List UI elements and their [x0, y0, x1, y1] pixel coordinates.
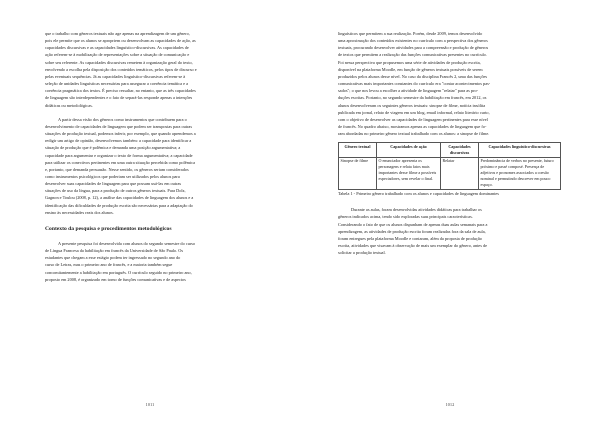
- left-text-column: [45, 30, 267, 283]
- text-line: e, portanto, que demanda persuasão. Nesse sentido, os gêneros seriam considerados: [45, 166, 189, 172]
- text-line: Durante as aulas, foram desenvolvidas atividades didáticas para trabalhar os: [351, 207, 482, 213]
- text-line: de Língua Francesa da habilitação em francês da Universidade de São Paulo. Os: [45, 248, 184, 254]
- text-line: Foi nessa perspectiva que propusemos uma série de atividades de produção escrita,: [338, 59, 481, 65]
- text-line: textuais, procurando desenvolver atividades para a compreensão e produção de gêneros: [338, 45, 489, 51]
- text-line: ram abordadas no primeiro gênero textual trabalhado com os alunos: a sinopse de filme.: [338, 131, 490, 137]
- table-header-cell: Capacidades de ação: [377, 143, 441, 157]
- text-line: uma aproximação dos conteúdos existentes no currículo com a perspectiva dos gêneros: [338, 38, 488, 44]
- text-line: desenvolvimento de capacidades de linguagem que podem ser transpostas para outras: [45, 123, 193, 129]
- text-line: foram entregues pela plataforma Moodle e contaram, além da proposta de produção: [338, 235, 482, 241]
- right-text-column: [338, 30, 560, 256]
- text-line: coerência pragmática dos textos. É preciso ressaltar, no entanto, que as três capacidades: [45, 88, 196, 94]
- right-paragraph-2: [338, 206, 560, 256]
- text-line: pelas eventuais sequências. Já as capacidades linguístico-discursivas referem-se à: [45, 73, 186, 79]
- text-line: escrita, atividades que visavam à observação de mais um exemplar do gênero, antes de: [338, 243, 488, 249]
- text-line: comunicativas mais importantes constantes do currículo era "contar acontecimentos pas-: [338, 81, 491, 87]
- text-line: como instrumentos psicológicos que poderiam ser utilizados pelos alunos para: [45, 173, 180, 179]
- text-line: aprendizagem, as atividades de produção escrita foram realizadas fora da sala de aula,: [338, 228, 486, 234]
- text-line: capacidade para argumentar e organizar o texto de forma argumentativa; a capacidade: [45, 152, 193, 158]
- text-line: de linguagem são interdependentes e o fato de separá-las responde apenas a intenções: [45, 95, 193, 101]
- section-heading: Contexto da pesquisa e procedimentos metodológicos: [45, 225, 172, 232]
- table-header-cell: Capacidades linguístico-discursivas: [479, 143, 561, 157]
- text-line: duções escritas. Portanto, no segundo semestre da habilitação em francês, em 2012, os: [338, 95, 487, 101]
- text-line: situações de produção textual, podemos inferir, por exemplo, que quando aprendemos a: [45, 131, 196, 137]
- table-caption: Tabela 1 - Primeiro gênero trabalhado com os alunos e capacidades de linguagem dominantes: [338, 190, 499, 196]
- text-line: ação referem-se à mobilização de representações sobre a situação de comunicação e: [45, 52, 190, 58]
- text-line: sobre seu referente. As capacidades discursivas remetem à organização geral do texto,: [45, 59, 193, 65]
- text-line: estudantes que chegam a esse estágio podem ter ingressado no segundo ano do: [45, 255, 181, 261]
- text-line: de francês. No quadro abaixo, mostramos apenas as capacidades de linguagem que fo-: [338, 124, 487, 130]
- text-line: redigir um artigo de opinião, desenvolvemos também: a capacidade para identificar a: [45, 138, 192, 144]
- text-line: proposto em 2008, é organizado em torno de funções comunicativas e de aspectos: [45, 276, 186, 282]
- text-line: situação de produção que é polêmica e demanda uma posição argumentativa; a: [45, 145, 181, 151]
- text-line: pois ele permite que os alunos se apropriem ou desenvolvam as capacidades de ação, as: [45, 38, 196, 44]
- text-line: curso de Letras, mas o primeiro ano de francês, e a maioria também segue: [45, 262, 173, 268]
- table-cell-genre: Sinopse de filme: [339, 157, 377, 189]
- text-line: seleção de unidades linguísticas necessárias para assegurar a coerência temática e a: [45, 81, 189, 87]
- text-line: ensino às necessidades reais dos alunos.: [45, 209, 114, 215]
- text-line: solicitar a produção textual.: [338, 250, 386, 256]
- text-line: produzidos pelos alunos desse nível. No caso da disciplina Francês 2, uma das funções: [338, 73, 488, 79]
- text-line: A presente pesquisa foi desenvolvida com alunos do segundo semestre do curso: [58, 240, 196, 246]
- left-paragraph-3: [45, 240, 267, 283]
- text-line: publicada em jornal, relato de viagem em um blog, email informal, relato literário curto,: [338, 109, 490, 115]
- text-line: concomitantemente a habilitação em português. O currículo seguido no primeiro ano,: [45, 269, 192, 275]
- text-line: envolvendo a escolha pela disposição dos conteúdos temáticos, pelos tipos de discurso e: [45, 66, 197, 72]
- text-line: didáticas ou metodológicas.: [45, 102, 93, 108]
- text-line: com o objetivo de desenvolver as capacidades de linguagem pertinentes para esse nível: [338, 116, 488, 122]
- text-line: linguísticos que permitem a sua realização. Porém, desde 2009, temos desenvolvido: [338, 31, 483, 36]
- text-line: situações de uso da língua, para a produção de outros gêneros textuais. Para Dolz,: [45, 188, 186, 194]
- text-line: A partir dessa visão dos gêneros como instrumentos que contribuem para o: [58, 116, 187, 122]
- text-line: gêneros indicados acima, tendo sido exploradas suas principais características.: [338, 214, 473, 220]
- text-line: alunos desenvolveram os seguintes gêneros textuais: sinopse de filme, notícia insólita: [338, 102, 486, 108]
- right-paragraph-1: [338, 30, 560, 137]
- table-cell-action: O enunciador apresenta os personagens e relata fatos mais importantes desse filme a possíveis espectadores, sem revelar o final.: [377, 157, 441, 189]
- table-cell-discursive: Relatar: [441, 157, 479, 189]
- text-line: disponível na plataforma Moodle, em função de gêneros textuais possíveis de serem: [338, 66, 483, 72]
- table-row: [339, 157, 561, 189]
- text-line: sados"; o que nos levou a escolher a atividade de linguagem "relatar" para as pro-: [338, 88, 479, 94]
- right-page: [300, 0, 600, 424]
- capacities-table-wrapper: [338, 142, 560, 197]
- table-cell-linguistic: Predominância de verbos no presente, futuro próximo e passé composé. Presença de adjetivos e pronomes associados a coesão nominal e permutindo descrever em pouco espaço.: [479, 157, 561, 189]
- text-line: de textos que permitem a realização das funções comunicativas presentes no currículo.: [338, 52, 487, 58]
- page-number-left: 1011: [145, 402, 155, 407]
- table-header-row: [339, 143, 561, 157]
- capacities-table: [338, 142, 561, 190]
- left-paragraph-2: [45, 116, 267, 216]
- table-header-cell: Capacidades discursivas: [441, 143, 479, 157]
- text-line: Considerando o fato de que os alunos dispunham de apenas duas aulas semanais para a: [338, 221, 488, 227]
- text-line: Gagnon e Toulou (2008, p. 12), a análise das capacidades de linguagem dos alunos e a: [45, 195, 194, 201]
- text-line: capacidades discursivas e as capacidades linguístico-discursivas. As capacidades de: [45, 45, 189, 51]
- page-number-right: 1012: [445, 402, 455, 407]
- text-line: desenvolver suas capacidades de linguagem para que possam usá-las em outras: [45, 181, 182, 187]
- left-paragraph-1: [45, 30, 267, 109]
- text-line: para utilizar os conectivos pertinentes em uma outra situação percebida como polêmica: [45, 159, 195, 165]
- table-header-cell: Gênero textual: [339, 143, 377, 157]
- text-line: identificação das dificuldades de produção escrita são necessárias para a adaptação do: [45, 202, 193, 208]
- text-line: que o trabalho com gêneros textuais não age apenas na aprendizagem de um gênero,: [45, 31, 190, 36]
